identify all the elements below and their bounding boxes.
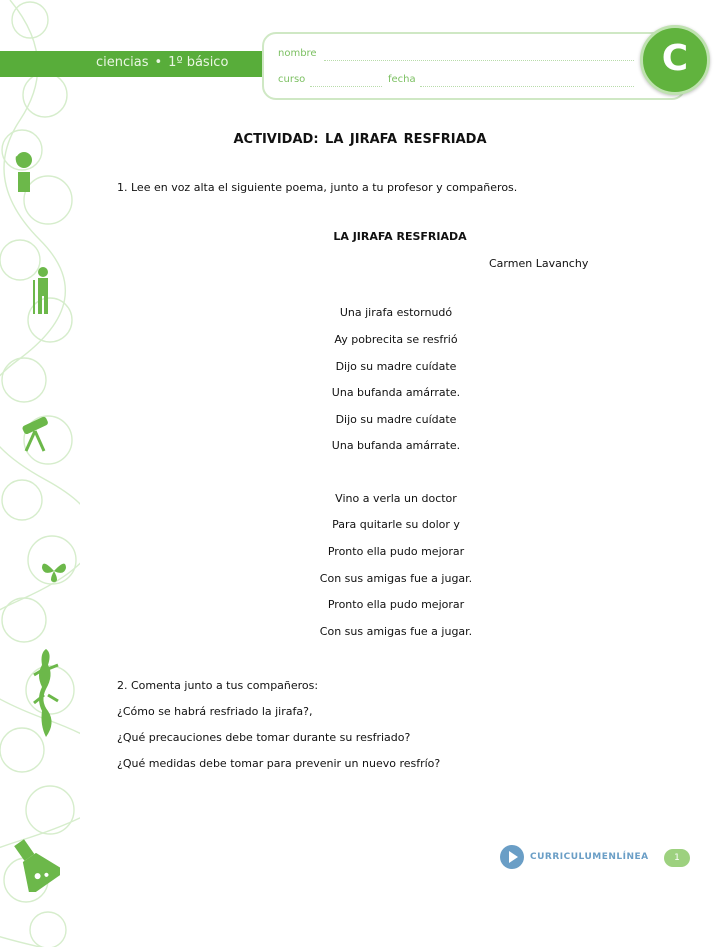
subject-label	[96, 55, 228, 70]
activity-title: ACTIVIDAD: LA JIRAFA RESFRIADA	[233, 132, 487, 147]
question-2-item: ¿Cómo se habrá resfriado la jirafa?,	[117, 705, 313, 718]
logo-text: CURRICULUMENLÍNEA	[530, 852, 649, 862]
poem-line: Pronto ella pudo mejorar	[327, 598, 465, 611]
poem-line: Pronto ella pudo mejorar	[327, 545, 465, 558]
student-form	[262, 32, 686, 100]
poem-line: Dijo su madre cuídate	[335, 413, 457, 426]
poem-line: Con sus amigas fue a jugar.	[319, 572, 473, 585]
date-field[interactable]	[420, 86, 634, 87]
play-icon	[500, 845, 524, 869]
question-2-item: ¿Qué medidas debe tomar para prevenir un nuevo resfrío?	[117, 757, 441, 770]
poem-title: LA JIRAFA RESFRIADA	[333, 230, 467, 243]
butterfly-icon	[40, 558, 68, 584]
poem-line: Ay pobrecita se resfrió	[334, 333, 458, 346]
subject-name: ciencias	[96, 55, 149, 70]
lizard-icon	[30, 645, 62, 740]
name-label: nombre	[278, 48, 317, 59]
plant-icon	[10, 148, 38, 196]
question-2-item: ¿Qué precauciones debe tomar durante su resfriado?	[117, 731, 411, 744]
poem-line: Con sus amigas fue a jugar.	[319, 625, 473, 638]
question-1: 1. Lee en voz alta el siguiente poema, junto a tu profesor y compañeros.	[117, 181, 518, 194]
flask-icon	[8, 836, 60, 892]
page-number: 1	[664, 849, 690, 867]
curriculum-logo	[500, 845, 649, 869]
poem-line: Una bufanda amárrate.	[331, 386, 461, 399]
course-field[interactable]	[310, 86, 382, 87]
poem-line: Una bufanda amárrate.	[331, 439, 461, 452]
poem-line: Dijo su madre cuídate	[335, 360, 457, 373]
poem-author: Carmen Lavanchy	[489, 257, 589, 270]
name-field[interactable]	[324, 60, 634, 61]
question-2-heading: 2. Comenta junto a tus compañeros:	[117, 679, 319, 692]
poem-line: Para quitarle su dolor y	[332, 518, 460, 531]
poem-line: Una jirafa estornudó	[339, 306, 453, 319]
telescope-icon	[18, 413, 52, 453]
grade-label: 1º básico	[168, 55, 229, 70]
poem-line: Vino a verla un doctor	[335, 492, 457, 505]
explorer-icon	[30, 266, 56, 316]
subject-badge: C	[640, 25, 710, 95]
course-label: curso	[278, 74, 306, 85]
subject-separator: •	[154, 55, 163, 70]
date-label: fecha	[388, 74, 416, 85]
